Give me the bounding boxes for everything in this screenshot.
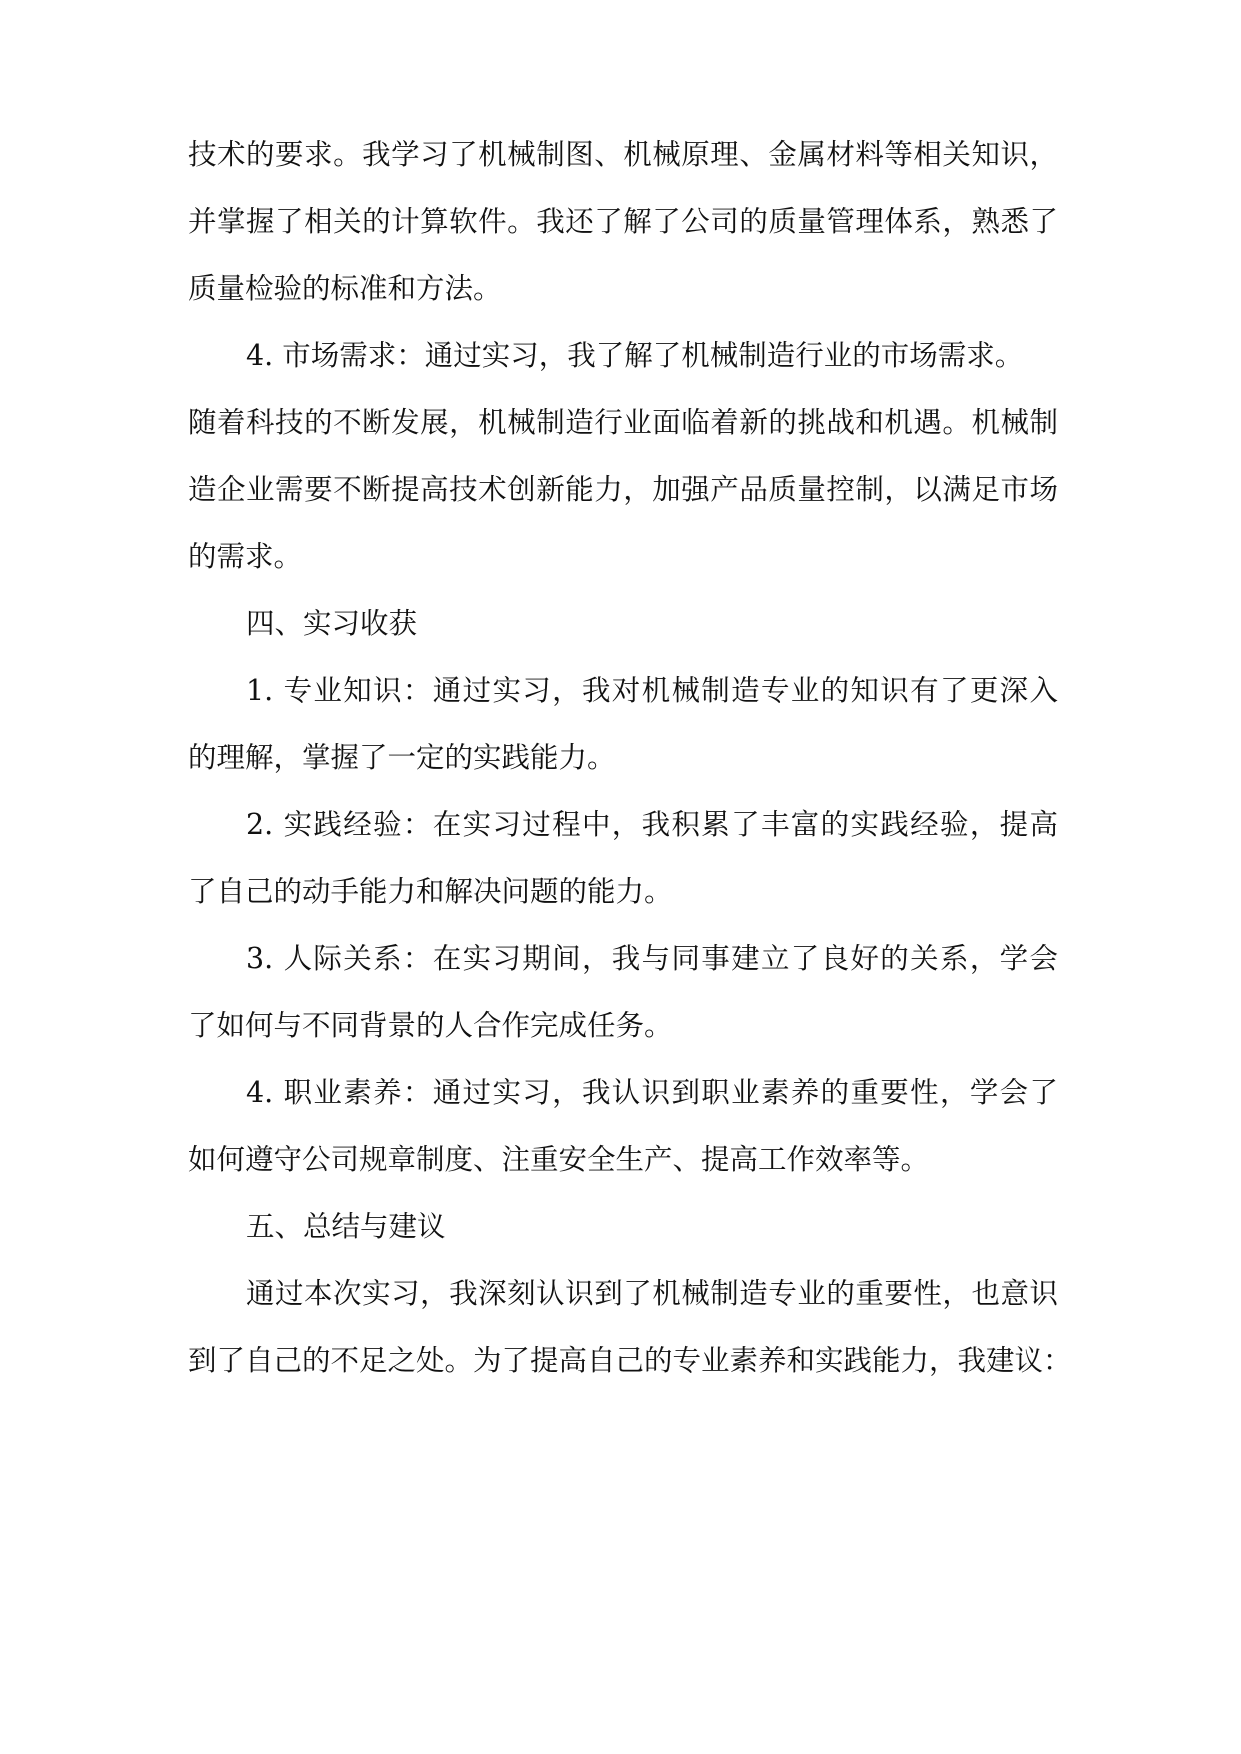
list-item-line: 3. 人际关系：在实习期间，我与同事建立了良好的关系，学会 [246,942,1058,975]
body-text-line: 技术的要求。我学习了机械制图、机械原理、金属材料等相关知识， [188,138,1058,171]
body-text-line: 了如何与不同背景的人合作完成任务。 [188,1009,673,1042]
section-heading: 五、总结与建议 [246,1210,446,1243]
body-text-line: 随着科技的不断发展，机械制造行业面临着新的挑战和机遇。机械制 [188,406,1058,439]
body-text-line: 到了自己的不足之处。为了提高自己的专业素养和实践能力，我建议： [188,1344,1072,1377]
body-text-line: 的理解，掌握了一定的实践能力。 [188,741,616,774]
list-item-line: 1. 专业知识：通过实习，我对机械制造专业的知识有了更深入 [246,674,1058,707]
body-text-line: 通过本次实习，我深刻认识到了机械制造专业的重要性，也意识 [246,1277,1058,1310]
body-text-line: 的需求。 [188,540,303,573]
list-item-line: 2. 实践经验：在实习过程中，我积累了丰富的实践经验，提高 [246,808,1058,841]
body-text-line: 造企业需要不断提高技术创新能力，加强产品质量控制，以满足市场 [188,473,1058,506]
body-text-line: 并掌握了相关的计算软件。我还了解了公司的质量管理体系，熟悉了 [188,205,1058,238]
body-text-line: 了自己的动手能力和解决问题的能力。 [188,875,673,908]
body-text-line: 如何遵守公司规章制度、注重安全生产、提高工作效率等。 [188,1143,930,1176]
body-text-line: 质量检验的标准和方法。 [188,272,502,305]
list-item-line: 4. 职业素养：通过实习，我认识到职业素养的重要性，学会了 [246,1076,1058,1109]
section-heading: 四、实习收获 [246,607,418,640]
list-item-line: 4. 市场需求：通过实习，我了解了机械制造行业的市场需求。 [246,339,1024,372]
